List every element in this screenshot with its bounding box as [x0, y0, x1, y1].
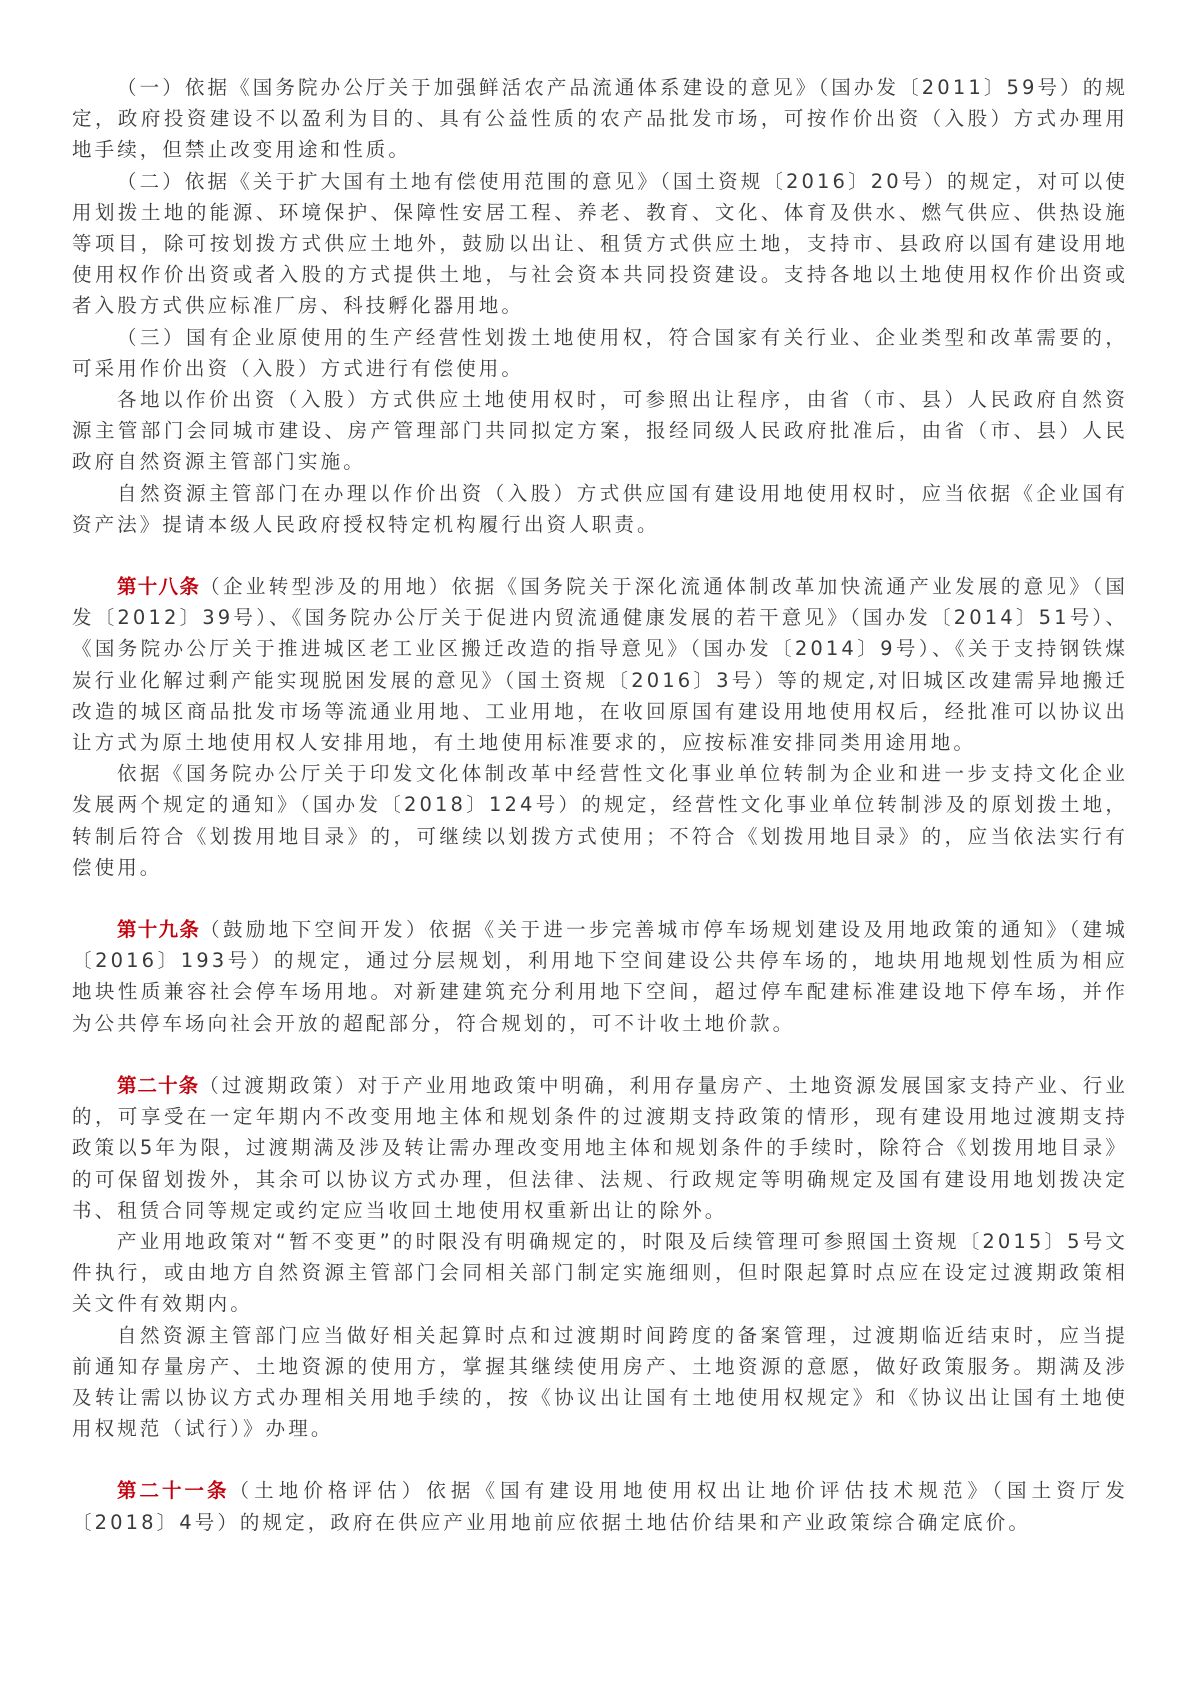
- paragraph-clause-2: （二）依据《关于扩大国有土地有偿使用范围的意见》（国土资规〔2016〕20号）的规定，对可以使用划拨土地的能源、环境保护、保障性安居工程、养老、教育、文化、体育及供水、燃气供应、供热设施等项目，除可按划拨方式供应土地外，鼓励以出让、租赁方式供应土地，支持市、县政府以国有建设用地使用权作价出资或者入股的方式提供土地，与社会资本共同投资建设。支持各地以土地使用权作价出资或者入股方式供应标准厂房、科技孵化器用地。: [72, 169, 1128, 318]
- article-number: 第十九条: [117, 918, 201, 942]
- paragraph-implementation: 各地以作价出资（入股）方式供应土地使用权时，可参照出让程序，由省（市、县）人民政府自然资源主管部门会同城市建设、房产管理部门共同拟定方案，报经同级人民政府批准后，由省（市、县）人民政府自然资源主管部门实施。: [72, 388, 1128, 474]
- article-number: 第十八条: [117, 575, 201, 599]
- article-body: （过渡期政策）对于产业用地政策中明确，利用存量房产、土地资源发展国家支持产业、行业的，可享受在一定年期内不改变用地主体和规划条件的过渡期支持政策的情形，现有建设用地过渡期支持政策以5年为限，过渡期满及涉及转让需办理改变用地主体和规划条件的手续时，除符合《划拨用地目录》的可保留划拨外，其余可以协议方式办理，但法律、法规、行政规定等明确规定及国有建设用地划拨决定书、租赁合同等规定或约定应当收回土地使用权重新出让的除外。: [72, 1073, 1128, 1222]
- paragraph-clause-1: （一）依据《国务院办公厅关于加强鲜活农产品流通体系建设的意见》（国办发〔2011〕59号）的规定，政府投资建设不以盈利为目的、具有公益性质的农产品批发市场，可按作价出资（入股）方式办理用地手续，但禁止改变用途和性质。: [72, 76, 1128, 162]
- article-number: 第二十一条: [117, 1479, 230, 1503]
- article-18: [72, 571, 1128, 883]
- document-page: [72, 72, 1128, 1538]
- article-20-paragraph-3: 自然资源主管部门应当做好相关起算时点和过渡期时间跨度的备案管理，过渡期临近结束时，应当提前通知存量房产、土地资源的使用方，掌握其继续使用房产、土地资源的意愿，做好政策服务。期满及涉及转让需以协议方式办理相关用地手续的，按《协议出让国有土地使用权规定》和《协议出让国有土地使用权规范（试行）》办理。: [72, 1323, 1128, 1441]
- article-18-paragraph-1: [72, 571, 1128, 758]
- paragraph-state-assets: 自然资源主管部门在办理以作价出资（入股）方式供应国有建设用地使用权时，应当依据《企业国有资产法》提请本级人民政府授权特定机构履行出资人职责。: [72, 481, 1128, 536]
- article-20-paragraph-1: [72, 1070, 1128, 1226]
- article-19: [72, 914, 1128, 1039]
- article-21: [72, 1475, 1128, 1537]
- article-body: （企业转型涉及的用地）依据《国务院关于深化流通体制改革加快流通产业发展的意见》（国发〔2012〕39号）、《国务院办公厅关于促进内贸流通健康发展的若干意见》（国办发〔2014〕51号）、《国务院办公厅关于推进城区老工业区搬迁改造的指导意见》（国办发〔2014〕9号）、《关于支持钢铁煤炭行业化解过剩产能实现脱困发展的意见》（国土资规〔2016〕3号）等的规定,对旧城区改建需异地搬迁改造的城区商品批发市场等流通业用地、工业用地，在收回原国有建设用地使用权后，经批准可以协议出让方式为原土地使用权人安排用地，有土地使用标准要求的，应按标准安排同类用途用地。: [72, 575, 1128, 755]
- article-21-paragraph-1: [72, 1475, 1128, 1537]
- article-20-paragraph-2: 产业用地政策对“暂不变更”的时限没有明确规定的，时限及后续管理可参照国土资规〔2015〕5号文件执行，或由地方自然资源主管部门会同相关部门制定实施细则，但时限起算时点应在设定过渡期政策相关文件有效期内。: [72, 1229, 1128, 1316]
- article-body: （鼓励地下空间开发）依据《关于进一步完善城市停车场规划建设及用地政策的通知》（建城〔2016〕193号）的规定，通过分层规划，利用地下空间建设公共停车场的，地块用地规划性质为相应地块性质兼容社会停车场用地。对新建建筑充分利用地下空间，超过停车配建标准建设地下停车场，并作为公共停车场向社会开放的超配部分，符合规划的，可不计收土地价款。: [72, 918, 1128, 1035]
- article-20: [72, 1070, 1128, 1444]
- article-18-paragraph-2: 依据《国务院办公厅关于印发文化体制改革中经营性文化事业单位转制为企业和进一步支持文化企业发展两个规定的通知》（国办发〔2018〕124号）的规定，经营性文化事业单位转制涉及的原划拨土地，转制后符合《划拨用地目录》的，可继续以划拨方式使用；不符合《划拨用地目录》的，应当依法实行有偿使用。: [72, 762, 1128, 879]
- article-19-paragraph-1: [72, 914, 1128, 1039]
- article-body: （土地价格评估）依据《国有建设用地使用权出让地价评估技术规范》（国土资厅发〔2018〕4号）的规定，政府在供应产业用地前应依据土地估价结果和产业政策综合确定底价。: [72, 1479, 1128, 1534]
- paragraph-clause-3: （三）国有企业原使用的生产经营性划拨土地使用权，符合国家有关行业、企业类型和改革需要的，可采用作价出资（入股）方式进行有偿使用。: [72, 325, 1128, 380]
- article-number: 第二十条: [117, 1073, 200, 1097]
